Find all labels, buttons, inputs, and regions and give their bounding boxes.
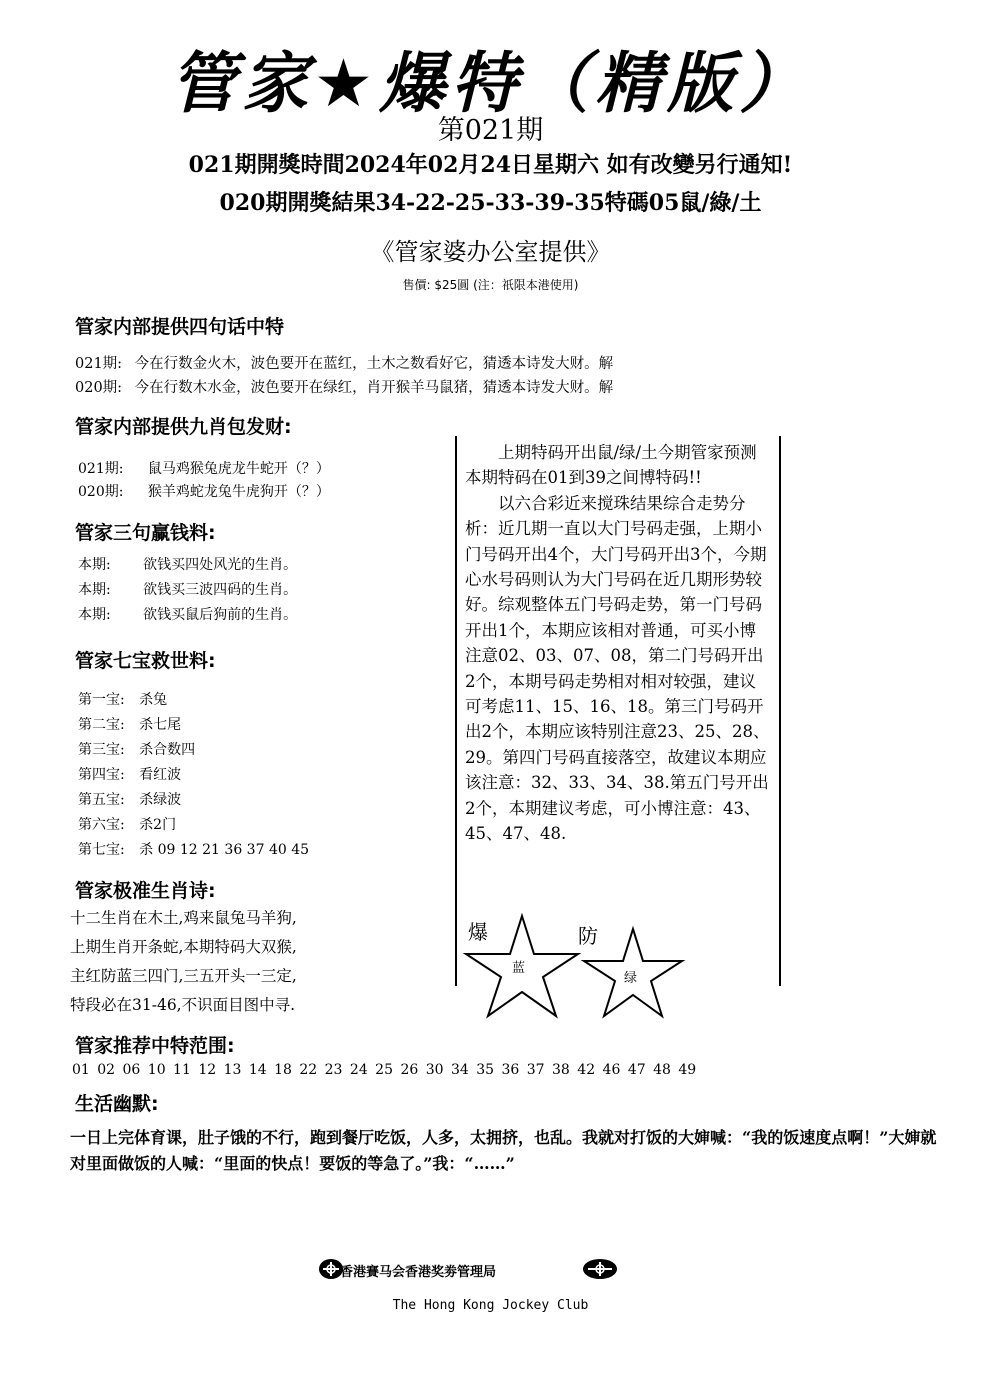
poem-heading: 管家极准生肖诗: bbox=[75, 880, 216, 902]
row-text: 今在行数金火木，波色要开在蓝红，土木之数看好它，猜透本诗发大财。解 bbox=[134, 356, 614, 372]
poem-line-1: 十二生肖在木土,鸡来鼠兔马羊狗, bbox=[70, 909, 297, 927]
range-heading: 管家推荐中特范围: bbox=[75, 1035, 235, 1057]
org-name-cn: 香港賽马会香港奖劵管理局 bbox=[340, 1265, 497, 1280]
row-text: 今在行数木水金，波色要开在绿红，肖开猴羊马鼠猪，猜透本诗发大财。解 bbox=[134, 380, 614, 396]
poem-line-4: 特段必在31-46,不识面目图中寻. bbox=[70, 996, 296, 1014]
analysis-para-1: 上期特码开出鼠/绿/土今期管家预测本期特码在01到39之间博特码!! bbox=[465, 443, 757, 488]
three-lines-row-1 bbox=[78, 554, 297, 574]
fang-label: 防 bbox=[578, 924, 598, 948]
three-lines-row-3 bbox=[78, 604, 297, 624]
row-text: 杀兔 bbox=[139, 692, 168, 708]
jockey-club-logo-icon-right bbox=[582, 1258, 618, 1280]
issue-number: 第021期 bbox=[437, 115, 544, 146]
row-text: 杀合数四 bbox=[139, 742, 196, 758]
price-note: 售價: $25圓 (注：祇限本港使用) bbox=[402, 278, 579, 292]
four-lines-row-1 bbox=[75, 352, 613, 373]
bao-label: 爆 bbox=[468, 920, 488, 944]
poem-line-2: 上期生肖开条蛇,本期特码大双猴, bbox=[70, 938, 297, 956]
row-text: 杀七尾 bbox=[139, 717, 182, 733]
treasure-row-5 bbox=[78, 789, 181, 809]
row-text: 欲钱买四处风光的生肖。 bbox=[143, 557, 298, 573]
row-label: 本期: bbox=[78, 607, 111, 623]
row-label: 本期: bbox=[78, 582, 111, 598]
row-label: 第六宝: bbox=[78, 817, 125, 833]
treasure-row-6 bbox=[78, 814, 176, 834]
last-result: 020期開獎結果34-22-25-33-39-35特碼05鼠/綠/土 bbox=[219, 190, 762, 216]
row-text: 杀2门 bbox=[139, 817, 177, 833]
treasure-row-7 bbox=[78, 839, 309, 859]
row-label: 020期: bbox=[78, 484, 124, 500]
nine-zodiac-row-2 bbox=[78, 481, 330, 501]
row-text: 猴羊鸡蛇龙兔牛虎狗开（？） bbox=[147, 484, 330, 500]
page-title: 管家★爆特（精版） bbox=[169, 45, 812, 122]
analysis-text bbox=[465, 440, 771, 847]
row-label: 第二宝: bbox=[78, 717, 125, 733]
nine-zodiac-heading: 管家内部提供九肖包发财: bbox=[75, 416, 292, 438]
three-lines-row-2 bbox=[78, 579, 297, 599]
nine-zodiac-row-1 bbox=[78, 458, 330, 478]
three-lines-heading: 管家三句赢钱料: bbox=[75, 522, 216, 544]
row-text: 鼠马鸡猴兔虎龙牛蛇开（？） bbox=[147, 461, 330, 477]
row-text: 杀绿波 bbox=[139, 792, 182, 808]
analysis-para-2: 以六合彩近来搅珠结果综合走势分析：近几期一直以大门号码走强，上期小门号码开出4个，大门号码开出3个，今期心水号码则认为大门号码在近几期形势较好。综观整体五门号码走势，第一门号码开出1个，本期应该相对普通，可买小博注意02、03、07、08，第二门号码开出2个，本期号码走势相对相对较强，建议可考虑11、15、16、18。第三门号码开出2个，本期应该特别注意23、25、28、29。第四门号码直接落空，故建议本期应该注意：32、33、34、38.第五门号开出2个，本期建议考虑，可小博注意：43、45、47、48. bbox=[465, 493, 770, 844]
range-numbers: 01 02 06 10 11 12 13 14 18 22 23 24 25 26 30 34 35 36 37 38 42 46 47 48 49 bbox=[72, 1062, 697, 1078]
treasure-row-3 bbox=[78, 739, 195, 759]
row-text: 欲钱买三波四码的生肖。 bbox=[143, 582, 298, 598]
humor-text: 一日上完体育课，肚子饿的不行，跑到餐厅吃饭，人多，太拥挤，也乱。我就对打饭的大婶喊：“我的饭速度点啊！”大婶就对里面做饭的人喊：“里面的快点！要饭的等急了。”我：“……” bbox=[70, 1128, 937, 1173]
treasure-row-1 bbox=[78, 689, 167, 709]
row-label: 第三宝: bbox=[78, 742, 125, 758]
seven-treasures-heading: 管家七宝救世料: bbox=[75, 650, 216, 672]
row-label: 021期: bbox=[75, 356, 123, 372]
org-name-en: The Hong Kong Jockey Club bbox=[392, 1298, 589, 1313]
treasure-row-2 bbox=[78, 714, 181, 734]
row-label: 020期: bbox=[75, 380, 123, 396]
poem-line-3: 主红防蓝三四门,三五开头一三定, bbox=[70, 967, 297, 985]
humor-heading: 生活幽默: bbox=[75, 1093, 159, 1115]
star-green-text: 绿 bbox=[624, 971, 638, 986]
four-lines-heading: 管家内部提供四句话中特 bbox=[75, 316, 285, 338]
row-label: 第七宝: bbox=[78, 842, 125, 858]
row-text: 欲钱买鼠后狗前的生肖。 bbox=[143, 607, 298, 623]
treasure-row-4 bbox=[78, 764, 181, 784]
star-blue-text: 蓝 bbox=[512, 961, 526, 976]
draw-time: 021期開獎時間2024年02月24日星期六 如有改變另行通知! bbox=[188, 152, 793, 178]
footer-logo-row bbox=[0, 1256, 981, 1286]
row-label: 第五宝: bbox=[78, 792, 125, 808]
row-label: 第四宝: bbox=[78, 767, 125, 783]
row-label: 021期: bbox=[78, 461, 124, 477]
row-text: 看红波 bbox=[139, 767, 182, 783]
row-text: 杀 09 12 21 36 37 40 45 bbox=[139, 842, 310, 858]
four-lines-row-2 bbox=[75, 376, 613, 397]
row-label: 本期: bbox=[78, 557, 111, 573]
provider: 《管家婆办公室提供》 bbox=[370, 238, 611, 266]
analysis-box bbox=[455, 436, 781, 986]
row-label: 第一宝: bbox=[78, 692, 125, 708]
